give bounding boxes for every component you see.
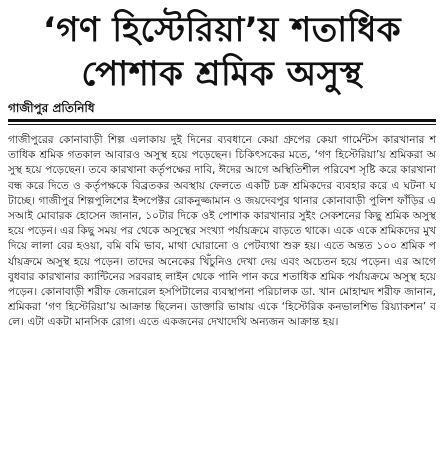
- headline-line-2: পোশাক শ্রমিক অসুস্থ: [81, 54, 363, 94]
- byline-rule-thin: [8, 124, 436, 125]
- byline-rule-thick: [8, 119, 436, 122]
- article-body: [8, 133, 436, 331]
- headline-line-1: ‘গণ হিস্টেরিয়া’য় শতাধিক: [42, 10, 402, 50]
- byline: গাজীপুর প্রতিনিধি: [8, 101, 95, 115]
- article-paragraph: গাজীপুরের কোনাবাড়ী শিল্প এলাকায় দুই দিনের ব্যবধানে কেয়া গ্রুপের কেয়া গার্মেন্টস কারখানার শতাধিক শ্রমিক গতকাল আবারও অসুস্থ হয়ে পড়েছেন। চিকিৎসকের মতে, ‘গণ হিস্টেরিয়া’য় শ্রমিকরা অসুস্থ হয়ে পড়েছেন। তবে কারখানা কর্তৃপক্ষের দাবি, ঈদের আগে অস্থিতিশীল পরিবেশ সৃষ্টি করে কারখানা বন্ধ করে দিতে ও কর্তৃপক্ষকে বিব্রতকর অবস্থায় ফেলতে একটি চক্র শ্রমিকদের ব্যবহার করে এ ঘটনা ঘটাচ্ছে। গাজীপুর শিল্পপুলিশের ইন্সপেক্টর রোকনুজ্জামান ও জয়দেবপুর থানার কোনাবাড়ী পুলিশ ফাঁড়ির এসআই মোবারক হোসেন জানান, ১০টার দিকে ওই পোশাক কারখানার সুইং সেকশনের কিছু শ্রমিক অসুস্থ হয়ে পড়েন। এর কিছু সময় পর থেকে অসুস্থের সংখ্যা পর্যায়ক্রমে বাড়তে থাকে। একে একে শ্রমিকদের মুখ দিয়ে লালা বের হওয়া, বমি বমি ভাব, মাথা ঘোরানো ও পেটব্যথা শুরু হয়। এতে অন্তত ১০০ শ্রমিক পর্যায়ক্রমে অসুস্থ হয়ে পড়েন। তাদের অনেকের খিঁচুনিও দেখা দেয় এবং অচেতন হয়ে পড়েন। এর আগে বুধবার কারখানার ক্যান্টিনের সরবরাহ লাইন থেকে পানি পান করে শতাধিক শ্রমিক পর্যায়ক্রমে অসুস্থ হয়ে পড়েন। কোনাবাড়ী শরীফ জেনারেল হসপিটালের ব্যবস্থাপনা পরিচালক ডা. খান মোহাম্মদ শরীফ জানান, শ্রমিকরা ‘গণ হিস্টেরিয়া’য় আক্রান্ত ছিলেন। ডাক্তারি ভাষায় একে ‘হিস্টেরিক কনভালশিভ রিয়্যাকশন’ বলে। এটা একটা মানসিক রোগ। এতে একজনের দেখাদেখি অন্যজন আক্রান্ত হয়।: [8, 134, 436, 329]
- headline: [0, 0, 444, 96]
